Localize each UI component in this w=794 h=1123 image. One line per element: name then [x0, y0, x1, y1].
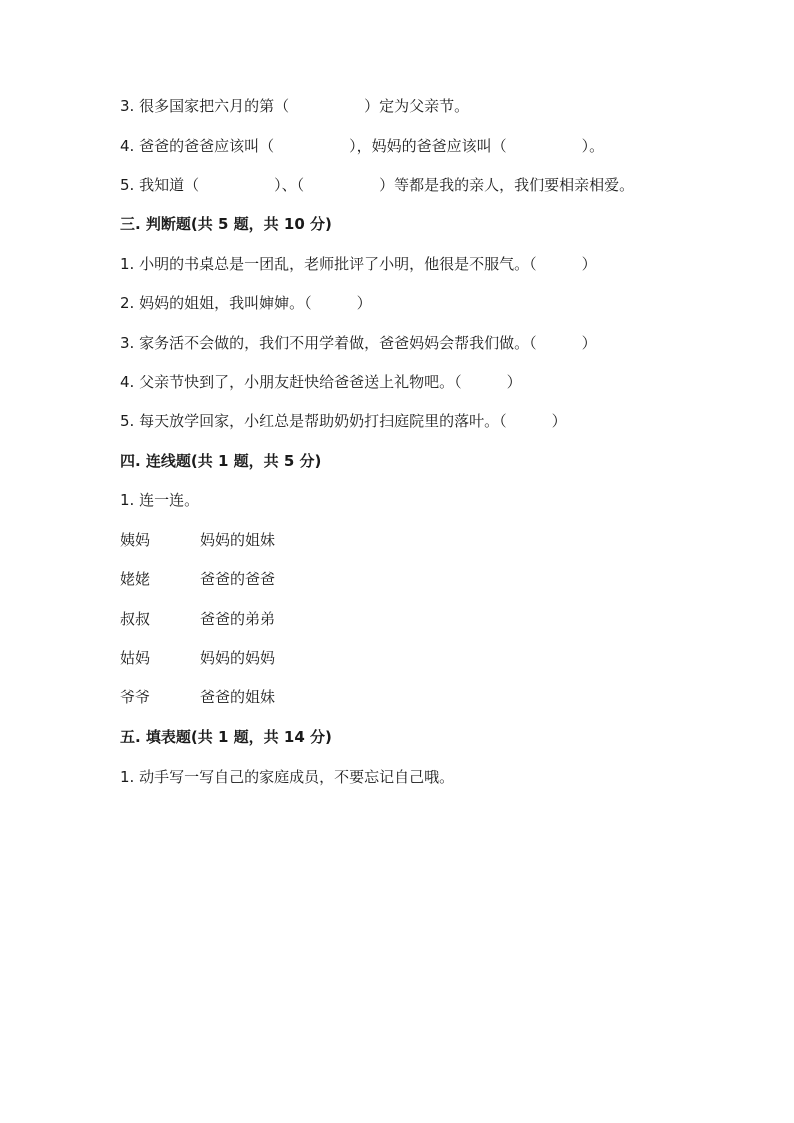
judge-question-1: 1. 小明的书桌总是一团乱，老师批评了小明，他很是不服气。（ ）: [120, 255, 597, 273]
connect-prompt: 1. 连一连。: [120, 491, 200, 509]
connect-right-item: 爸爸的姐妹: [200, 688, 276, 706]
connect-right-item: 爸爸的爸爸: [200, 570, 276, 588]
judge-question-4: 4. 父亲节快到了，小朋友赶快给爸爸送上礼物吧。（ ）: [120, 373, 522, 391]
connect-left-item: 姑妈: [120, 649, 151, 667]
connect-right-item: 妈妈的姐妹: [200, 531, 276, 549]
section-heading-connect: 四. 连线题(共 1 题，共 5 分): [120, 452, 322, 470]
fill-question-3: 3. 很多国家把六月的第（ ）定为父亲节。: [120, 97, 470, 115]
connect-left-item: 姨妈: [120, 531, 151, 549]
connect-right-item: 妈妈的妈妈: [200, 649, 276, 667]
judge-question-3: 3. 家务活不会做的，我们不用学着做，爸爸妈妈会帮我们做。（ ）: [120, 334, 597, 352]
fill-question-5: 5. 我知道（ ）、（ ）等都是我的亲人，我们要相亲相爱。: [120, 176, 635, 194]
section-heading-table: 五. 填表题(共 1 题，共 14 分): [120, 728, 332, 746]
connect-left-item: 爷爷: [120, 688, 151, 706]
fill-question-4: 4. 爸爸的爸爸应该叫（ ），妈妈的爸爸应该叫（ ）。: [120, 137, 605, 155]
connect-left-item: 姥姥: [120, 570, 151, 588]
judge-question-5: 5. 每天放学回家，小红总是帮助奶奶打扫庭院里的落叶。（ ）: [120, 412, 567, 430]
judge-question-2: 2. 妈妈的姐姐，我叫婶婶。（ ）: [120, 294, 372, 312]
section-heading-judge: 三. 判断题(共 5 题，共 10 分): [120, 215, 332, 233]
connect-left-item: 叔叔: [120, 610, 151, 628]
table-prompt: 1. 动手写一写自己的家庭成员，不要忘记自己哦。: [120, 768, 455, 786]
connect-right-item: 爸爸的弟弟: [200, 610, 276, 628]
